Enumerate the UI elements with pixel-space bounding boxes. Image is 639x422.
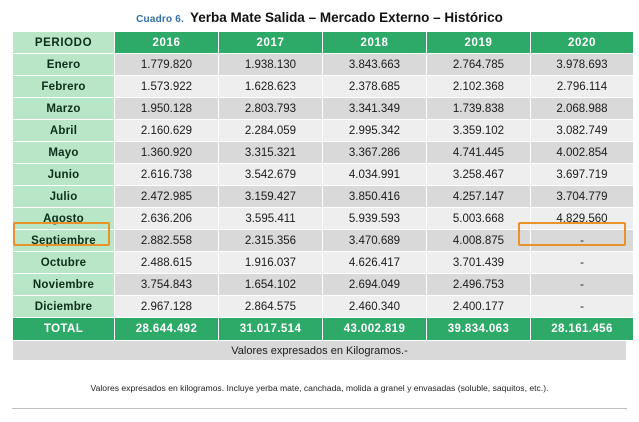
- row-label-junio: Junio: [13, 164, 115, 186]
- cell-enero-2018: 3.843.663: [323, 54, 427, 76]
- table-row: [13, 208, 634, 230]
- cell-agosto-2018: 5.939.593: [323, 208, 427, 230]
- cell-septiembre-2016: 2.882.558: [115, 230, 219, 252]
- table-body: [13, 54, 634, 341]
- cell-total-2016: 28.644.492: [115, 318, 219, 341]
- cell-marzo-2019: 1.739.838: [427, 98, 531, 120]
- page-title: [12, 8, 627, 31]
- cell-agosto-2020: 4.829.560: [531, 208, 634, 230]
- cell-septiembre-2018: 3.470.689: [323, 230, 427, 252]
- cell-julio-2018: 3.850.416: [323, 186, 427, 208]
- yerba-mate-export-table: [12, 31, 634, 341]
- cell-octubre-2018: 4.626.417: [323, 252, 427, 274]
- footer-divider: [12, 408, 627, 409]
- column-header-2018: 2018: [323, 32, 427, 54]
- cell-agosto-2017: 3.595.411: [219, 208, 323, 230]
- cell-diciembre-2017: 2.864.575: [219, 296, 323, 318]
- cell-octubre-2020: -: [531, 252, 634, 274]
- cell-junio-2017: 3.542.679: [219, 164, 323, 186]
- column-header-2017: 2017: [219, 32, 323, 54]
- cell-junio-2016: 2.616.738: [115, 164, 219, 186]
- cell-total-2019: 39.834.063: [427, 318, 531, 341]
- cell-marzo-2017: 2.803.793: [219, 98, 323, 120]
- cell-abril-2020: 3.082.749: [531, 120, 634, 142]
- cell-agosto-2019: 5.003.668: [427, 208, 531, 230]
- title-prefix: Cuadro 6.: [136, 14, 185, 25]
- row-label-total: TOTAL: [13, 318, 115, 341]
- cell-febrero-2018: 2.378.685: [323, 76, 427, 98]
- table-row: [13, 142, 634, 164]
- row-label-abril: Abril: [13, 120, 115, 142]
- cell-septiembre-2019: 4.008.875: [427, 230, 531, 252]
- cell-noviembre-2019: 2.496.753: [427, 274, 531, 296]
- cell-abril-2016: 2.160.629: [115, 120, 219, 142]
- row-label-mayo: Mayo: [13, 142, 115, 164]
- cell-febrero-2020: 2.796.114: [531, 76, 634, 98]
- cell-junio-2019: 3.258.467: [427, 164, 531, 186]
- row-label-noviembre: Noviembre: [13, 274, 115, 296]
- cell-diciembre-2020: -: [531, 296, 634, 318]
- table-row: [13, 186, 634, 208]
- cell-noviembre-2020: -: [531, 274, 634, 296]
- cell-junio-2020: 3.697.719: [531, 164, 634, 186]
- row-label-octubre: Octubre: [13, 252, 115, 274]
- cell-septiembre-2017: 2.315.356: [219, 230, 323, 252]
- cell-julio-2016: 2.472.985: [115, 186, 219, 208]
- cell-mayo-2017: 3.315.321: [219, 142, 323, 164]
- cell-mayo-2018: 3.367.286: [323, 142, 427, 164]
- table-units-note: Valores expresados en Kilogramos.-: [12, 341, 627, 361]
- row-label-agosto: Agosto: [13, 208, 115, 230]
- column-header-2020: 2020: [531, 32, 634, 54]
- cell-mayo-2016: 1.360.920: [115, 142, 219, 164]
- cell-noviembre-2017: 1.654.102: [219, 274, 323, 296]
- cell-septiembre-2020: -: [531, 230, 634, 252]
- cell-total-2017: 31.017.514: [219, 318, 323, 341]
- row-label-julio: Julio: [13, 186, 115, 208]
- cell-febrero-2017: 1.628.623: [219, 76, 323, 98]
- cell-octubre-2017: 1.916.037: [219, 252, 323, 274]
- cell-agosto-2016: 2.636.206: [115, 208, 219, 230]
- table-header-row: [13, 32, 634, 54]
- row-label-septiembre: Septiembre: [13, 230, 115, 252]
- table-total-row: [13, 318, 634, 341]
- cell-abril-2018: 2.995.342: [323, 120, 427, 142]
- cell-marzo-2018: 3.341.349: [323, 98, 427, 120]
- cell-enero-2019: 2.764.785: [427, 54, 531, 76]
- cell-mayo-2019: 4.741.445: [427, 142, 531, 164]
- cell-marzo-2016: 1.950.128: [115, 98, 219, 120]
- table-row: [13, 274, 634, 296]
- table-row: [13, 76, 634, 98]
- table-header: [13, 32, 634, 54]
- table-row: [13, 252, 634, 274]
- column-header-2019: 2019: [427, 32, 531, 54]
- cell-julio-2017: 3.159.427: [219, 186, 323, 208]
- title-main: Yerba Mate Salida – Mercado Externo – Histórico: [190, 10, 503, 25]
- cell-julio-2020: 3.704.779: [531, 186, 634, 208]
- cell-diciembre-2018: 2.460.340: [323, 296, 427, 318]
- cell-octubre-2016: 2.488.615: [115, 252, 219, 274]
- table-row: [13, 54, 634, 76]
- cell-enero-2016: 1.779.820: [115, 54, 219, 76]
- row-label-marzo: Marzo: [13, 98, 115, 120]
- cell-junio-2018: 4.034.991: [323, 164, 427, 186]
- row-label-diciembre: Diciembre: [13, 296, 115, 318]
- cell-mayo-2020: 4.002.854: [531, 142, 634, 164]
- table-row: [13, 98, 634, 120]
- cell-abril-2017: 2.284.059: [219, 120, 323, 142]
- cell-abril-2019: 3.359.102: [427, 120, 531, 142]
- table-row: [13, 230, 634, 252]
- table-row: [13, 120, 634, 142]
- cell-diciembre-2016: 2.967.128: [115, 296, 219, 318]
- cell-febrero-2016: 1.573.922: [115, 76, 219, 98]
- cell-febrero-2019: 2.102.368: [427, 76, 531, 98]
- cell-diciembre-2019: 2.400.177: [427, 296, 531, 318]
- footnote-text: Valores expresados en kilogramos. Incluye yerba mate, canchada, molida a granel y envasadas (soluble, saquitos, etc.).: [90, 383, 549, 393]
- cell-enero-2017: 1.938.130: [219, 54, 323, 76]
- cell-octubre-2019: 3.701.439: [427, 252, 531, 274]
- cell-julio-2019: 4.257.147: [427, 186, 531, 208]
- cell-enero-2020: 3.978.693: [531, 54, 634, 76]
- column-header-periodo: PERIODO: [13, 32, 115, 54]
- cell-marzo-2020: 2.068.988: [531, 98, 634, 120]
- table-row: [13, 296, 634, 318]
- cell-total-2018: 43.002.819: [323, 318, 427, 341]
- row-label-febrero: Febrero: [13, 76, 115, 98]
- cell-noviembre-2018: 2.694.049: [323, 274, 427, 296]
- table-row: [13, 164, 634, 186]
- cell-noviembre-2016: 3.754.843: [115, 274, 219, 296]
- column-header-2016: 2016: [115, 32, 219, 54]
- row-label-enero: Enero: [13, 54, 115, 76]
- cell-total-2020: 28.161.456: [531, 318, 634, 341]
